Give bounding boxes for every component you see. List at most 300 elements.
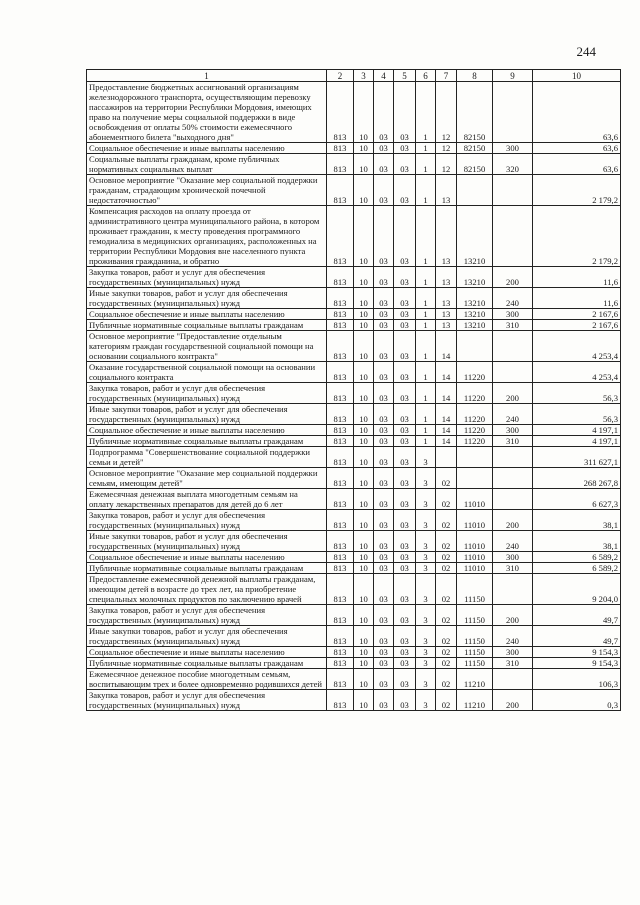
table-row (87, 267, 621, 288)
table-row (87, 605, 621, 626)
event-cell: 02 (436, 552, 457, 563)
table-row (87, 175, 621, 206)
program-cell: 03 (394, 331, 416, 362)
subsection-cell: 03 (374, 552, 394, 563)
amount-cell: 6 627,3 (533, 489, 621, 510)
program-cell: 03 (394, 605, 416, 626)
section-cell: 10 (354, 531, 374, 552)
program-cell: 03 (394, 563, 416, 574)
amount-cell: 9 154,3 (533, 647, 621, 658)
table-row (87, 647, 621, 658)
subsection-cell: 03 (374, 510, 394, 531)
row-name-cell: Подпрограмма "Совершенствование социальной поддержки семьи и детей" (87, 447, 327, 468)
amount-cell: 9 204,0 (533, 574, 621, 605)
table-row (87, 690, 621, 711)
section-cell: 10 (354, 447, 374, 468)
event-cell: 02 (436, 489, 457, 510)
program-cell: 03 (394, 154, 416, 175)
amount-cell: 9 154,3 (533, 658, 621, 669)
program-cell: 03 (394, 552, 416, 563)
amount-cell: 2 167,6 (533, 309, 621, 320)
expense-type-cell: 300 (493, 552, 533, 563)
section-cell: 10 (354, 510, 374, 531)
event-cell: 02 (436, 563, 457, 574)
ministry-code-cell: 813 (327, 605, 354, 626)
section-cell: 10 (354, 288, 374, 309)
amount-cell: 11,6 (533, 267, 621, 288)
expense-type-cell (493, 82, 533, 143)
amount-cell: 268 267,8 (533, 468, 621, 489)
direction-cell: 13210 (457, 288, 493, 309)
amount-cell: 56,3 (533, 383, 621, 404)
expense-type-cell: 240 (493, 531, 533, 552)
row-name-cell: Публичные нормативные социальные выплаты гражданам (87, 320, 327, 331)
subsection-cell: 03 (374, 669, 394, 690)
event-cell: 02 (436, 690, 457, 711)
table-row (87, 154, 621, 175)
program-cell: 03 (394, 489, 416, 510)
program-cell: 03 (394, 362, 416, 383)
program-cell: 03 (394, 531, 416, 552)
subsection-cell: 03 (374, 489, 394, 510)
row-name-cell: Социальное обеспечение и иные выплаты населению (87, 647, 327, 658)
subsection-cell: 03 (374, 626, 394, 647)
event-cell: 14 (436, 331, 457, 362)
section-cell: 10 (354, 574, 374, 605)
section-cell: 10 (354, 425, 374, 436)
table-row (87, 626, 621, 647)
row-name-cell: Социальные выплаты гражданам, кроме публичных нормативных социальных выплат (87, 154, 327, 175)
subsection-cell: 03 (374, 404, 394, 425)
direction-cell: 11010 (457, 489, 493, 510)
subprogram-cell: 3 (416, 552, 436, 563)
ministry-code-cell: 813 (327, 320, 354, 331)
ministry-code-cell: 813 (327, 267, 354, 288)
expense-type-cell (493, 669, 533, 690)
subsection-cell: 03 (374, 362, 394, 383)
expense-type-cell: 200 (493, 267, 533, 288)
table-header-row (87, 70, 621, 82)
subsection-cell: 03 (374, 331, 394, 362)
event-cell: 14 (436, 383, 457, 404)
expense-type-cell: 310 (493, 320, 533, 331)
direction-cell: 11150 (457, 647, 493, 658)
expense-type-cell: 310 (493, 658, 533, 669)
expense-type-cell (493, 489, 533, 510)
subprogram-cell: 1 (416, 175, 436, 206)
section-cell: 10 (354, 658, 374, 669)
section-cell: 10 (354, 362, 374, 383)
event-cell: 13 (436, 309, 457, 320)
subprogram-cell: 1 (416, 436, 436, 447)
subprogram-cell: 1 (416, 320, 436, 331)
subprogram-cell: 3 (416, 669, 436, 690)
table-row (87, 288, 621, 309)
direction-cell (457, 175, 493, 206)
ministry-code-cell: 813 (327, 626, 354, 647)
row-name-cell: Ежемесячное денежное пособие многодетным семьям, воспитывающим трех и более одновременно родившихся детей (87, 669, 327, 690)
amount-cell: 4 197,1 (533, 436, 621, 447)
amount-cell: 2 179,2 (533, 206, 621, 267)
program-cell: 03 (394, 309, 416, 320)
expense-type-cell: 320 (493, 154, 533, 175)
row-name-cell: Социальное обеспечение и иные выплаты населению (87, 309, 327, 320)
subprogram-cell: 1 (416, 206, 436, 267)
ministry-code-cell: 813 (327, 468, 354, 489)
direction-cell: 82150 (457, 154, 493, 175)
event-cell: 14 (436, 436, 457, 447)
section-cell: 10 (354, 647, 374, 658)
subsection-cell: 03 (374, 206, 394, 267)
subsection-cell: 03 (374, 288, 394, 309)
table-row (87, 82, 621, 143)
event-cell: 13 (436, 288, 457, 309)
expense-type-cell (493, 574, 533, 605)
direction-cell: 11210 (457, 690, 493, 711)
subsection-cell: 03 (374, 82, 394, 143)
section-cell: 10 (354, 605, 374, 626)
row-name-cell: Предоставление бюджетных ассигнований организациям железнодорожного транспорта, осуществляющим перевозку пассажиров на территории Республики Мордовия, имеющих право на получение меры социальной поддержки в виде освобождения от оплаты 50% стоимости ежемесячного абонементного билета "выходного дня" (87, 82, 327, 143)
direction-cell: 11210 (457, 669, 493, 690)
subprogram-cell: 1 (416, 404, 436, 425)
amount-cell: 311 627,1 (533, 447, 621, 468)
row-name-cell: Социальное обеспечение и иные выплаты населению (87, 552, 327, 563)
subsection-cell: 03 (374, 690, 394, 711)
event-cell: 02 (436, 658, 457, 669)
section-cell: 10 (354, 143, 374, 154)
table-row (87, 436, 621, 447)
event-cell: 02 (436, 574, 457, 605)
section-cell: 10 (354, 669, 374, 690)
amount-cell: 6 589,2 (533, 563, 621, 574)
amount-cell: 38,1 (533, 510, 621, 531)
ministry-code-cell: 813 (327, 510, 354, 531)
subprogram-cell: 3 (416, 531, 436, 552)
table-row (87, 531, 621, 552)
direction-cell: 11150 (457, 574, 493, 605)
column-header: 2 (327, 70, 354, 82)
subprogram-cell: 1 (416, 143, 436, 154)
amount-cell: 4 197,1 (533, 425, 621, 436)
row-name-cell: Публичные нормативные социальные выплаты гражданам (87, 563, 327, 574)
expense-type-cell (493, 468, 533, 489)
column-header: 9 (493, 70, 533, 82)
event-cell: 14 (436, 362, 457, 383)
table-row (87, 489, 621, 510)
section-cell: 10 (354, 331, 374, 362)
program-cell: 03 (394, 175, 416, 206)
program-cell: 03 (394, 510, 416, 531)
ministry-code-cell: 813 (327, 383, 354, 404)
row-name-cell: Основное мероприятие "Оказание мер социальной поддержки семьям, имеющим детей" (87, 468, 327, 489)
section-cell: 10 (354, 267, 374, 288)
expense-type-cell: 200 (493, 510, 533, 531)
ministry-code-cell: 813 (327, 288, 354, 309)
subprogram-cell: 1 (416, 288, 436, 309)
subsection-cell: 03 (374, 436, 394, 447)
amount-cell: 6 589,2 (533, 552, 621, 563)
section-cell: 10 (354, 383, 374, 404)
expense-type-cell: 200 (493, 605, 533, 626)
expense-type-cell (493, 206, 533, 267)
section-cell: 10 (354, 626, 374, 647)
event-cell: 02 (436, 605, 457, 626)
section-cell: 10 (354, 552, 374, 563)
direction-cell: 13210 (457, 309, 493, 320)
direction-cell: 11150 (457, 658, 493, 669)
program-cell: 03 (394, 626, 416, 647)
direction-cell: 11220 (457, 436, 493, 447)
section-cell: 10 (354, 82, 374, 143)
direction-cell: 82150 (457, 82, 493, 143)
amount-cell: 4 253,4 (533, 331, 621, 362)
row-name-cell: Основное мероприятие "Предоставление отдельным категориям граждан государственной социальной помощи на основании социального контракта" (87, 331, 327, 362)
expense-type-cell: 300 (493, 309, 533, 320)
expense-type-cell (493, 362, 533, 383)
expense-type-cell: 240 (493, 404, 533, 425)
table-row (87, 320, 621, 331)
row-name-cell: Ежемесячная денежная выплата многодетным семьям на оплату лекарственных препаратов для детей до 6 лет (87, 489, 327, 510)
subprogram-cell: 3 (416, 489, 436, 510)
table-row (87, 362, 621, 383)
section-cell: 10 (354, 175, 374, 206)
section-cell: 10 (354, 436, 374, 447)
direction-cell: 13210 (457, 267, 493, 288)
ministry-code-cell: 813 (327, 647, 354, 658)
ministry-code-cell: 813 (327, 531, 354, 552)
amount-cell: 49,7 (533, 605, 621, 626)
table-row (87, 331, 621, 362)
ministry-code-cell: 813 (327, 436, 354, 447)
column-header: 8 (457, 70, 493, 82)
program-cell: 03 (394, 267, 416, 288)
event-cell: 13 (436, 320, 457, 331)
table-row (87, 206, 621, 267)
program-cell: 03 (394, 574, 416, 605)
section-cell: 10 (354, 206, 374, 267)
program-cell: 03 (394, 658, 416, 669)
direction-cell: 11010 (457, 552, 493, 563)
direction-cell: 11220 (457, 383, 493, 404)
event-cell: 02 (436, 510, 457, 531)
program-cell: 03 (394, 468, 416, 489)
expense-type-cell: 200 (493, 383, 533, 404)
ministry-code-cell: 813 (327, 154, 354, 175)
table-row (87, 658, 621, 669)
event-cell: 02 (436, 669, 457, 690)
direction-cell (457, 331, 493, 362)
row-name-cell: Закупка товаров, работ и услуг для обеспечения государственных (муниципальных) нужд (87, 510, 327, 531)
row-name-cell: Закупка товаров, работ и услуг для обеспечения государственных (муниципальных) нужд (87, 267, 327, 288)
program-cell: 03 (394, 447, 416, 468)
amount-cell: 63,6 (533, 154, 621, 175)
row-name-cell: Иные закупки товаров, работ и услуг для обеспечения государственных (муниципальных) нужд (87, 288, 327, 309)
subsection-cell: 03 (374, 383, 394, 404)
expense-type-cell: 240 (493, 288, 533, 309)
amount-cell: 0,3 (533, 690, 621, 711)
ministry-code-cell: 813 (327, 206, 354, 267)
expense-type-cell: 310 (493, 563, 533, 574)
row-name-cell: Закупка товаров, работ и услуг для обеспечения государственных (муниципальных) нужд (87, 605, 327, 626)
direction-cell: 11150 (457, 605, 493, 626)
column-header: 10 (533, 70, 621, 82)
table-row (87, 574, 621, 605)
event-cell: 13 (436, 175, 457, 206)
subprogram-cell: 1 (416, 267, 436, 288)
amount-cell: 63,6 (533, 82, 621, 143)
subsection-cell: 03 (374, 605, 394, 626)
subprogram-cell: 1 (416, 154, 436, 175)
table-row (87, 669, 621, 690)
amount-cell: 49,7 (533, 626, 621, 647)
row-name-cell: Предоставление ежемесячной денежной выплаты гражданам, имеющим детей в возрасте до трех лет, на приобретение специальных молочных продуктов по заключению врачей (87, 574, 327, 605)
amount-cell: 106,3 (533, 669, 621, 690)
direction-cell: 13210 (457, 206, 493, 267)
event-cell: 02 (436, 468, 457, 489)
row-name-cell: Оказание государственной социальной помощи на основании социального контракта (87, 362, 327, 383)
amount-cell: 4 253,4 (533, 362, 621, 383)
event-cell: 13 (436, 206, 457, 267)
section-cell: 10 (354, 468, 374, 489)
subsection-cell: 03 (374, 468, 394, 489)
section-cell: 10 (354, 690, 374, 711)
program-cell: 03 (394, 82, 416, 143)
subprogram-cell: 1 (416, 309, 436, 320)
subsection-cell: 03 (374, 309, 394, 320)
subprogram-cell: 3 (416, 447, 436, 468)
subprogram-cell: 3 (416, 690, 436, 711)
direction-cell (457, 447, 493, 468)
section-cell: 10 (354, 489, 374, 510)
direction-cell: 11150 (457, 626, 493, 647)
expense-type-cell (493, 447, 533, 468)
row-name-cell: Основное мероприятие "Оказание мер социальной поддержки гражданам, страдающим хронической почечной недостаточностью" (87, 175, 327, 206)
section-cell: 10 (354, 563, 374, 574)
row-name-cell: Социальное обеспечение и иные выплаты населению (87, 425, 327, 436)
subprogram-cell: 3 (416, 605, 436, 626)
amount-cell: 38,1 (533, 531, 621, 552)
row-name-cell: Публичные нормативные социальные выплаты гражданам (87, 436, 327, 447)
subprogram-cell: 3 (416, 510, 436, 531)
ministry-code-cell: 813 (327, 175, 354, 206)
amount-cell: 56,3 (533, 404, 621, 425)
amount-cell: 2 167,6 (533, 320, 621, 331)
table-row (87, 383, 621, 404)
subsection-cell: 03 (374, 531, 394, 552)
program-cell: 03 (394, 690, 416, 711)
event-cell: 12 (436, 82, 457, 143)
subsection-cell: 03 (374, 320, 394, 331)
amount-cell: 11,6 (533, 288, 621, 309)
amount-cell: 2 179,2 (533, 175, 621, 206)
program-cell: 03 (394, 669, 416, 690)
table-row (87, 143, 621, 154)
column-header: 6 (416, 70, 436, 82)
expense-type-cell: 300 (493, 647, 533, 658)
page-number: 244 (576, 44, 596, 59)
program-cell: 03 (394, 383, 416, 404)
direction-cell (457, 468, 493, 489)
event-cell: 13 (436, 267, 457, 288)
event-cell: 02 (436, 531, 457, 552)
section-cell: 10 (354, 309, 374, 320)
ministry-code-cell: 813 (327, 552, 354, 563)
subprogram-cell: 1 (416, 425, 436, 436)
program-cell: 03 (394, 404, 416, 425)
table-row (87, 404, 621, 425)
row-name-cell: Закупка товаров, работ и услуг для обеспечения государственных (муниципальных) нужд (87, 383, 327, 404)
program-cell: 03 (394, 436, 416, 447)
row-name-cell: Иные закупки товаров, работ и услуг для обеспечения государственных (муниципальных) нужд (87, 531, 327, 552)
table-row (87, 447, 621, 468)
event-cell: 14 (436, 404, 457, 425)
column-header: 3 (354, 70, 374, 82)
ministry-code-cell: 813 (327, 690, 354, 711)
subsection-cell: 03 (374, 267, 394, 288)
section-cell: 10 (354, 404, 374, 425)
table-row (87, 552, 621, 563)
ministry-code-cell: 813 (327, 574, 354, 605)
expense-type-cell (493, 331, 533, 362)
ministry-code-cell: 813 (327, 82, 354, 143)
subsection-cell: 03 (374, 658, 394, 669)
row-name-cell: Закупка товаров, работ и услуг для обеспечения государственных (муниципальных) нужд (87, 690, 327, 711)
table-row (87, 510, 621, 531)
subprogram-cell: 3 (416, 647, 436, 658)
program-cell: 03 (394, 320, 416, 331)
row-name-cell: Иные закупки товаров, работ и услуг для обеспечения государственных (муниципальных) нужд (87, 404, 327, 425)
column-header: 7 (436, 70, 457, 82)
table-row (87, 425, 621, 436)
row-name-cell: Компенсация расходов на оплату проезда от административного центра муниципального района, в котором проживает гражданин, к месту проведения программного гемодиализа в медицинских организациях, расположенных на территории Республики Мордовия вне населенного пункта проживания гражданина, и обратно (87, 206, 327, 267)
table-body (87, 82, 621, 711)
expense-type-cell: 300 (493, 425, 533, 436)
direction-cell: 11010 (457, 510, 493, 531)
table-row (87, 468, 621, 489)
column-header: 5 (394, 70, 416, 82)
table-row (87, 563, 621, 574)
column-header: 1 (87, 70, 327, 82)
row-name-cell: Публичные нормативные социальные выплаты гражданам (87, 658, 327, 669)
expense-type-cell: 300 (493, 143, 533, 154)
expense-type-cell: 310 (493, 436, 533, 447)
budget-table (86, 69, 621, 711)
ministry-code-cell: 813 (327, 404, 354, 425)
ministry-code-cell: 813 (327, 331, 354, 362)
ministry-code-cell: 813 (327, 425, 354, 436)
column-header: 4 (374, 70, 394, 82)
section-cell: 10 (354, 320, 374, 331)
subprogram-cell: 1 (416, 362, 436, 383)
amount-cell: 63,6 (533, 143, 621, 154)
ministry-code-cell: 813 (327, 143, 354, 154)
ministry-code-cell: 813 (327, 362, 354, 383)
direction-cell: 11220 (457, 362, 493, 383)
event-cell: 02 (436, 647, 457, 658)
program-cell: 03 (394, 425, 416, 436)
ministry-code-cell: 813 (327, 489, 354, 510)
expense-type-cell: 200 (493, 690, 533, 711)
ministry-code-cell: 813 (327, 309, 354, 320)
direction-cell: 11010 (457, 531, 493, 552)
program-cell: 03 (394, 143, 416, 154)
row-name-cell: Социальное обеспечение и иные выплаты населению (87, 143, 327, 154)
section-cell: 10 (354, 154, 374, 175)
direction-cell: 11220 (457, 404, 493, 425)
event-cell (436, 447, 457, 468)
subsection-cell: 03 (374, 425, 394, 436)
direction-cell: 11010 (457, 563, 493, 574)
